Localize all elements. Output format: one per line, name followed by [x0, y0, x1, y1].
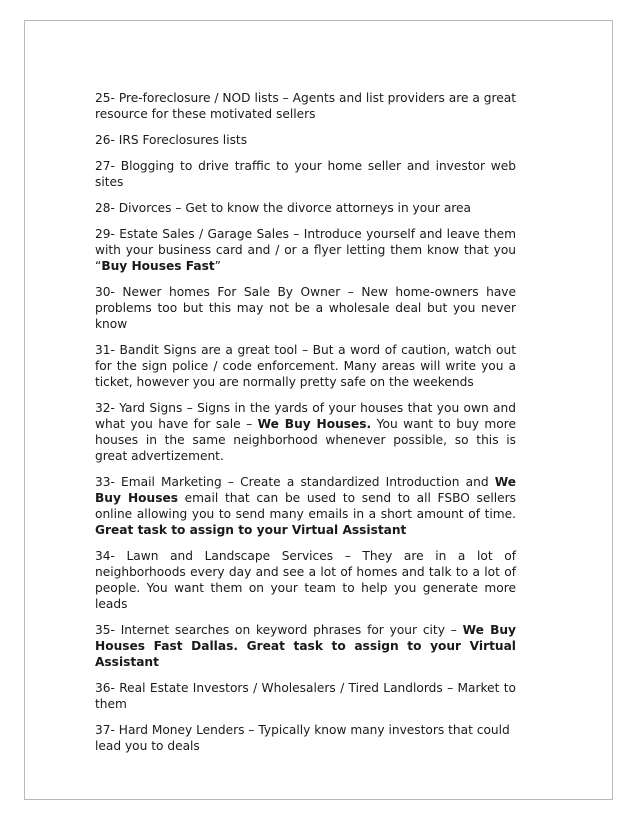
list-item-31: [95, 342, 516, 390]
list-item-25: [95, 90, 516, 122]
text-run: 32- Yard Signs – Signs in the yards of your houses that you own and what you have for sale –: [95, 401, 516, 431]
text-run: 33- Email Marketing – Create a standardized Introduction and: [95, 475, 495, 489]
text-run: email that can be used to send to all FSBO sellers online allowing you to send many emails in a short amount of time.: [95, 491, 516, 521]
text-run: 37- Hard Money Lenders – Typically know many investors that could lead you to deals: [95, 723, 510, 753]
text-run: 36- Real Estate Investors / Wholesalers / Tired Landlords – Market to them: [95, 681, 516, 711]
text-run: 26- IRS Foreclosures lists: [95, 133, 248, 147]
list-item-36: [95, 680, 516, 712]
text-run: 31- Bandit Signs are a great tool – But a word of caution, watch out for the sign police / code enforcement. Many areas will write you a ticket, however you are normally pretty safe on the weekends: [95, 343, 516, 389]
list-item-29: [95, 226, 516, 274]
list-item-26: [95, 132, 516, 148]
text-run: 30- Newer homes For Sale By Owner – New home-owners have problems too but this may not be a wholesale deal but you never know: [95, 285, 516, 331]
bold-text: Buy Houses Fast: [101, 259, 215, 273]
text-run: 28- Divorces – Get to know the divorce attorneys in your area: [95, 201, 471, 215]
text-run: You want to buy more houses in the same neighborhood whenever possible, so this is great advertizement.: [95, 417, 516, 463]
list-item-33: [95, 474, 516, 538]
text-run: 29- Estate Sales / Garage Sales – Introduce yourself and leave them with your business card and / or a flyer letting them know that you “: [95, 227, 516, 273]
bold-text: We Buy Houses.: [257, 417, 372, 431]
list-item-28: [95, 200, 516, 216]
list-item-30: [95, 284, 516, 332]
document-page: [24, 20, 613, 800]
list-item-27: [95, 158, 516, 190]
text-run: 34- Lawn and Landscape Services – They are in a lot of neighborhoods every day and see a lot of homes and talk to a lot of people. You want them on your team to help you generate more leads: [95, 549, 516, 611]
list-item-32: [95, 400, 516, 464]
page-content: [95, 90, 516, 764]
bold-text: We Buy Houses: [95, 475, 516, 505]
text-run: ”: [214, 259, 221, 273]
text-run: 27- Blogging to drive traffic to your home seller and investor web sites: [95, 159, 516, 189]
text-run: 35- Internet searches on keyword phrases for your city –: [95, 623, 463, 637]
bold-text: Great task to assign to your Virtual Assistant: [95, 523, 407, 537]
text-run: 25- Pre-foreclosure / NOD lists – Agents and list providers are a great resource for these motivated sellers: [95, 91, 516, 121]
list-item-35: [95, 622, 516, 670]
list-item-34: [95, 548, 516, 612]
bold-text: We Buy Houses Fast Dallas. Great task to assign to your Virtual Assistant: [95, 623, 516, 669]
list-item-37: [95, 722, 516, 754]
